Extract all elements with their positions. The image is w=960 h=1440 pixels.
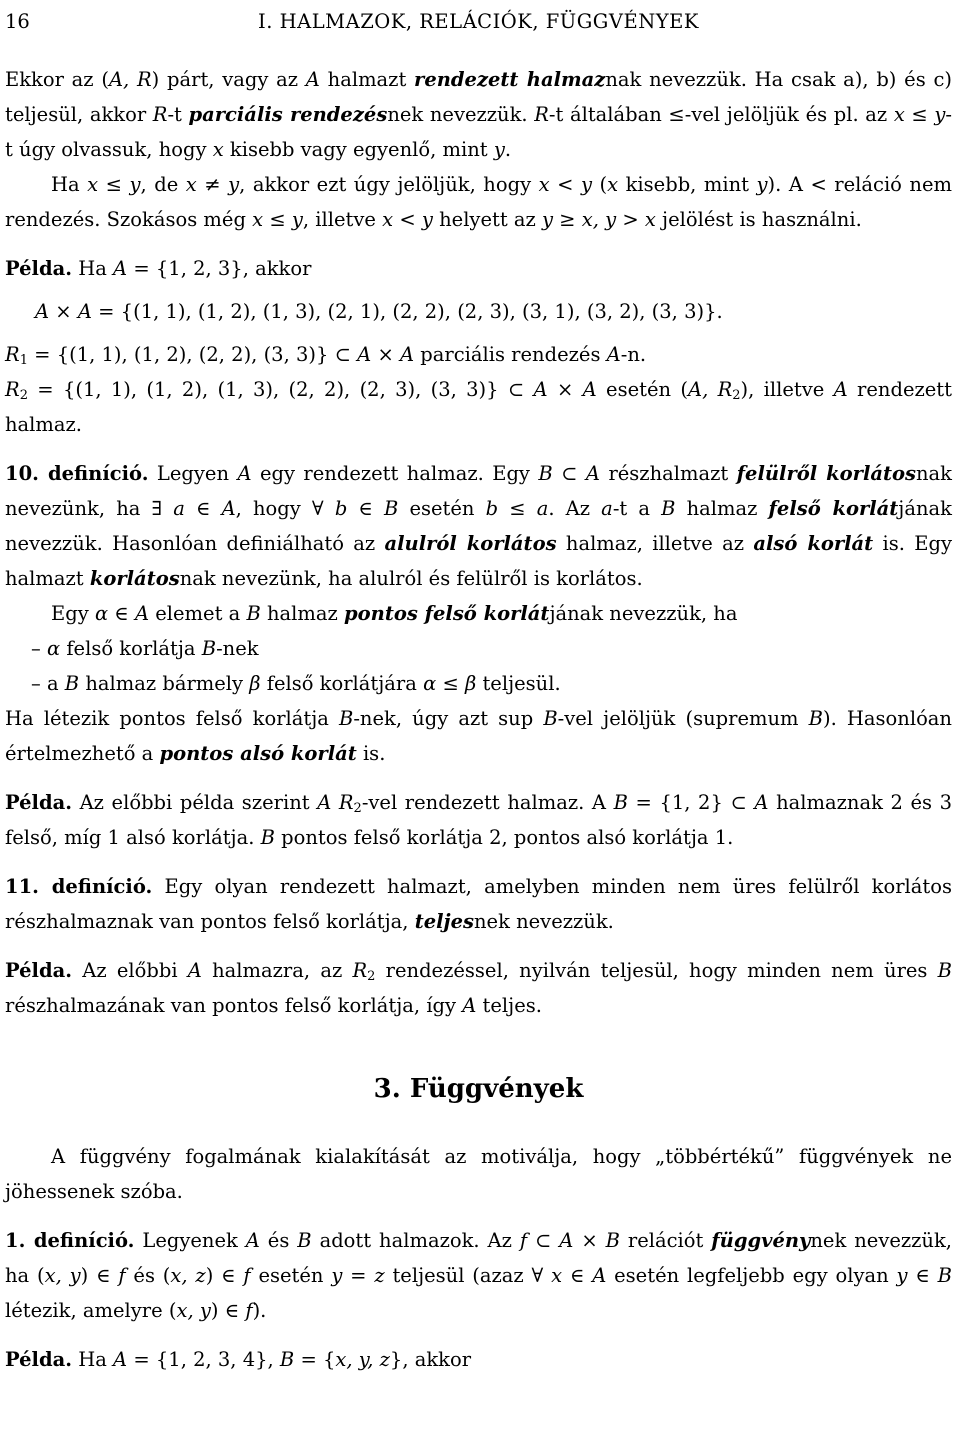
text: jának nevezzük. Hasonlóan definiálható az: [5, 497, 952, 555]
text: Ekkor az (: [5, 68, 109, 91]
dash-bullet: –: [31, 672, 41, 695]
text: esetén legfeljebb egy olyan: [606, 1264, 897, 1287]
term-pontos-also-korlat: pontos alsó korlát: [159, 742, 357, 765]
math: A: [187, 959, 202, 982]
math: y ≥ x, y > x: [541, 208, 656, 231]
math: α ≤ β: [423, 672, 477, 695]
running-title: I. HALMAZOK, RELÁCIÓK, FÜGGVÉNYEK: [258, 10, 699, 33]
text: a: [40, 672, 65, 695]
definition-label: 10. definíció.: [5, 462, 149, 485]
text: = {: [294, 1348, 336, 1371]
text: pontos felső korlátja 2, pontos alsó korlátja 1.: [274, 826, 734, 849]
term-fuggveny: függvény: [711, 1229, 811, 1252]
math: f: [243, 1264, 251, 1287]
example-complete: [5, 953, 952, 1023]
math: y: [493, 138, 505, 161]
text: ∈: [347, 497, 384, 520]
text: relációt: [619, 1229, 712, 1252]
math: B: [64, 672, 80, 695]
definition-1: [5, 1223, 952, 1328]
text: felső korlátja: [60, 637, 202, 660]
text: -t: [167, 103, 189, 126]
math: A R: [317, 791, 354, 814]
subscript: 2: [353, 801, 362, 816]
text: = {(1, 1), (1, 2), (1, 3), (2, 2), (2, 3), (3, 3)} ⊂: [27, 378, 534, 401]
text: részhalmazának van pontos felső korlátja, így: [5, 994, 463, 1017]
relation-r1: [5, 337, 952, 372]
math: x ≠ y: [185, 173, 240, 196]
math: A: [585, 462, 601, 485]
paragraph-ordered-pair: [5, 62, 952, 167]
text: rendezéssel, nyilván teljesül, hogy minden nem üres: [375, 959, 938, 982]
math: R: [5, 343, 20, 366]
term-korlatos: korlátos: [89, 567, 180, 590]
math: B: [937, 1264, 952, 1287]
math: A: [357, 343, 372, 366]
text: nek nevezzük.: [473, 910, 614, 933]
math: R: [152, 103, 168, 126]
example-cartesian-product: [5, 251, 952, 286]
text: nak nevezünk, ha ∃: [5, 462, 953, 520]
text: nak nevezzük. Ha csak a), b) és c) teljesül, akkor: [5, 68, 952, 126]
text: esetén: [250, 1264, 332, 1287]
text: halmaznak 2 és 3 felső, míg 1 alsó korlátja.: [5, 791, 953, 849]
math: A: [462, 994, 477, 1017]
math: x, z: [170, 1264, 206, 1287]
text: is.: [356, 742, 386, 765]
text: halmaz, illetve az: [556, 532, 754, 555]
text: = {(1, 1), (1, 2), (2, 2), (3, 3)} ⊂: [27, 343, 358, 366]
text: -vel jelöljük (supremum: [557, 707, 809, 730]
text: halmaz: [260, 602, 345, 625]
math: A: [305, 68, 320, 91]
math: A: [77, 300, 92, 323]
text: egy rendezett halmaz. Egy: [251, 462, 539, 485]
subscript: 2: [367, 969, 376, 984]
math: B: [538, 462, 553, 485]
text: esetén (: [596, 378, 688, 401]
text: Ha létezik pontos felső korlátja: [5, 707, 339, 730]
section-heading: 3. Függvények: [373, 1074, 584, 1104]
example-label: Példa.: [5, 791, 73, 814]
text: ×: [547, 378, 583, 401]
math: a: [173, 497, 185, 520]
text: , akkor ezt úgy jelöljük, hogy: [239, 173, 539, 196]
page-number: 16: [5, 10, 30, 33]
text: = {1, 2} ⊂: [627, 791, 755, 814]
subscript: 2: [732, 388, 741, 403]
text: ⊂: [552, 462, 586, 485]
text: rendezett halmaz.: [5, 378, 952, 436]
text: ∈: [184, 497, 222, 520]
math: A: [35, 300, 50, 323]
math: B: [297, 1229, 312, 1252]
text: -t a: [612, 497, 662, 520]
text: ).: [252, 1299, 267, 1322]
math: A: [113, 1348, 128, 1371]
text: ) ∈: [210, 1299, 246, 1322]
math: R: [5, 378, 20, 401]
math: x ≤ y: [252, 208, 303, 231]
math: B: [260, 826, 275, 849]
text: halmaz: [675, 497, 769, 520]
text: ∈: [562, 1264, 593, 1287]
text: is. Egy halmazt: [5, 532, 952, 590]
math: A, R: [687, 378, 733, 401]
text: kisebb vagy egyenlő, mint: [223, 138, 494, 161]
text: .: [504, 138, 512, 161]
text: ) párt, vagy az: [151, 68, 306, 91]
term-felso-korlat: felső korlát: [768, 497, 899, 520]
text: halmazt: [319, 68, 415, 91]
subscript: 2: [19, 388, 28, 403]
text: halmaz bármely: [79, 672, 250, 695]
math: b: [334, 497, 348, 520]
math: x < y: [382, 208, 433, 231]
text: teljesül.: [476, 672, 561, 695]
math: x, y: [176, 1299, 211, 1322]
math: B: [605, 1229, 620, 1252]
relation-r2: [5, 372, 952, 442]
text: felső korlátjára: [260, 672, 424, 695]
paragraph-strict-relation: [5, 167, 952, 237]
math: β: [249, 672, 261, 695]
math: A: [113, 257, 128, 280]
text: és: [259, 1229, 298, 1252]
text: esetén: [398, 497, 486, 520]
text: -t úgy olvassuk, hogy: [5, 103, 952, 161]
text: -vel rendezett halmaz. A: [361, 791, 614, 814]
text: helyett az: [432, 208, 542, 231]
text: ). Hasonlóan értelmezhető a: [5, 707, 952, 765]
text: . Az: [548, 497, 602, 520]
term-felulrol-korlatos: felülről korlátos: [736, 462, 916, 485]
math: x ≤ y: [87, 173, 141, 196]
text: kisebb, mint: [618, 173, 757, 196]
example-label: Példa.: [5, 1348, 73, 1371]
text: jának nevezzük, ha: [549, 602, 738, 625]
text: ∈: [108, 602, 135, 625]
math: f: [118, 1264, 126, 1287]
text: ⊂: [527, 1229, 560, 1252]
math: A: [833, 378, 848, 401]
text: Az előbbi példa szerint: [72, 791, 318, 814]
text: Ha: [51, 173, 88, 196]
example-label: Példa.: [5, 959, 73, 982]
definition-label: 1. definíció.: [5, 1229, 135, 1252]
list-item: [5, 631, 952, 666]
text: ) ∈: [205, 1264, 244, 1287]
text: , hogy ∀: [235, 497, 335, 520]
example-bounds: [5, 785, 952, 855]
term-rendezett-halmaz: rendezett halmaz: [414, 68, 606, 91]
text: teljesül (azaz ∀: [384, 1264, 552, 1287]
text: -n.: [620, 343, 647, 366]
display-equation-product: [5, 294, 952, 329]
math: A: [221, 497, 236, 520]
math: B: [661, 497, 676, 520]
text: ) ∈: [80, 1264, 119, 1287]
math: f: [245, 1299, 253, 1322]
text: Legyen: [148, 462, 238, 485]
text: és (: [125, 1264, 171, 1287]
math: f: [519, 1229, 528, 1252]
text: Legyenek: [134, 1229, 246, 1252]
math: B: [937, 959, 953, 982]
text: elemet a: [149, 602, 247, 625]
term-pontos-felso-korlat: pontos felső korlát: [344, 602, 550, 625]
math: b ≤ a: [485, 497, 549, 520]
math: A, R: [108, 68, 152, 91]
text: }, akkor: [389, 1348, 472, 1371]
math: A: [245, 1229, 260, 1252]
text: Egy: [51, 602, 95, 625]
math: A: [559, 1229, 574, 1252]
math: A: [582, 378, 597, 401]
term-teljes: teljes: [414, 910, 474, 933]
text: = {1, 2, 3}, akkor: [127, 257, 312, 280]
term-alulrol-korlatos: alulról korlátos: [384, 532, 557, 555]
math: y: [896, 1264, 908, 1287]
text: ). A < reláció nem rendezés. Szokásos még: [5, 173, 953, 231]
text: ×: [49, 300, 78, 323]
math: x: [551, 1264, 563, 1287]
math: B: [384, 497, 399, 520]
math: B: [339, 707, 354, 730]
math: B: [543, 707, 558, 730]
text: parciális rendezés: [414, 343, 607, 366]
text: ), illetve: [740, 378, 834, 401]
math: α: [40, 637, 61, 660]
paragraph-supremum: [5, 701, 952, 771]
text: -nek, úgy azt sup: [353, 707, 544, 730]
definition-10: [5, 456, 952, 596]
math: A: [400, 343, 415, 366]
list-item: [5, 666, 952, 701]
math: x: [212, 138, 224, 161]
text: nek nevezzük.: [387, 103, 535, 126]
text: -t általában ≤-vel jelöljük és pl. az: [548, 103, 894, 126]
text: , de: [140, 173, 186, 196]
math: x < y: [538, 173, 592, 196]
text: ×: [371, 343, 400, 366]
text: Egy olyan rendezett halmazt, amelyben minden nem üres felülről korlátos részhalmaznak van pontos felső korlátja,: [5, 875, 952, 933]
text: = {(1, 1), (1, 2), (1, 3), (2, 1), (2, 2), (2, 3), (3, 1), (3, 2), (3, 3)}.: [91, 300, 723, 323]
math: A: [754, 791, 769, 814]
example-label: Példa.: [5, 257, 73, 280]
text: (: [591, 173, 608, 196]
math: A: [606, 343, 621, 366]
text: nek nevezzük, ha (: [5, 1229, 953, 1287]
dash-bullet: –: [31, 637, 41, 660]
math: R: [534, 103, 549, 126]
math: B: [201, 637, 217, 660]
text: Az előbbi: [72, 959, 188, 982]
math: B: [279, 1348, 295, 1371]
text: létezik, amelyre (: [5, 1299, 177, 1322]
text: ×: [573, 1229, 606, 1252]
text: adott halmazok. Az: [311, 1229, 520, 1252]
paragraph-supremum-def: [5, 596, 952, 631]
math: y: [756, 173, 768, 196]
math: x, y, z: [335, 1348, 390, 1371]
math: B: [808, 707, 823, 730]
math: x ≤ y: [893, 103, 946, 126]
running-header: [5, 4, 952, 42]
term-also-korlat: alsó korlát: [753, 532, 874, 555]
example-function: [5, 1342, 952, 1377]
text: részhalmazt: [600, 462, 737, 485]
text: , illetve: [302, 208, 383, 231]
text: ∈: [907, 1264, 938, 1287]
text: halmazra, az: [201, 959, 353, 982]
math: A: [533, 378, 548, 401]
math: a: [601, 497, 613, 520]
math: A: [592, 1264, 607, 1287]
math: x, y: [44, 1264, 81, 1287]
text: = {1, 2, 3, 4},: [127, 1348, 280, 1371]
text: -nek: [216, 637, 259, 660]
text: Ha: [72, 257, 114, 280]
math: R: [352, 959, 368, 982]
text: Ha: [72, 1348, 114, 1371]
definition-label: 11. definíció.: [5, 875, 153, 898]
subscript: 1: [19, 353, 28, 368]
math: α: [94, 602, 109, 625]
definition-11: [5, 869, 952, 939]
math: B: [246, 602, 261, 625]
math: A: [134, 602, 150, 625]
paragraph-function-motivation: A függvény fogalmának kialakítását az motiválja, hogy „többértékű” függvények ne jöhessenek szóba.: [5, 1145, 952, 1203]
text: teljes.: [476, 994, 542, 1017]
text: nak nevezünk, ha alulról és felülről is korlátos.: [179, 567, 643, 590]
term-parcialis-rendezes: parciális rendezés: [188, 103, 388, 126]
math: B: [613, 791, 628, 814]
math: y = z: [331, 1264, 385, 1287]
text: jelölést is használni.: [655, 208, 862, 231]
math: x: [607, 173, 619, 196]
math: A: [237, 462, 252, 485]
